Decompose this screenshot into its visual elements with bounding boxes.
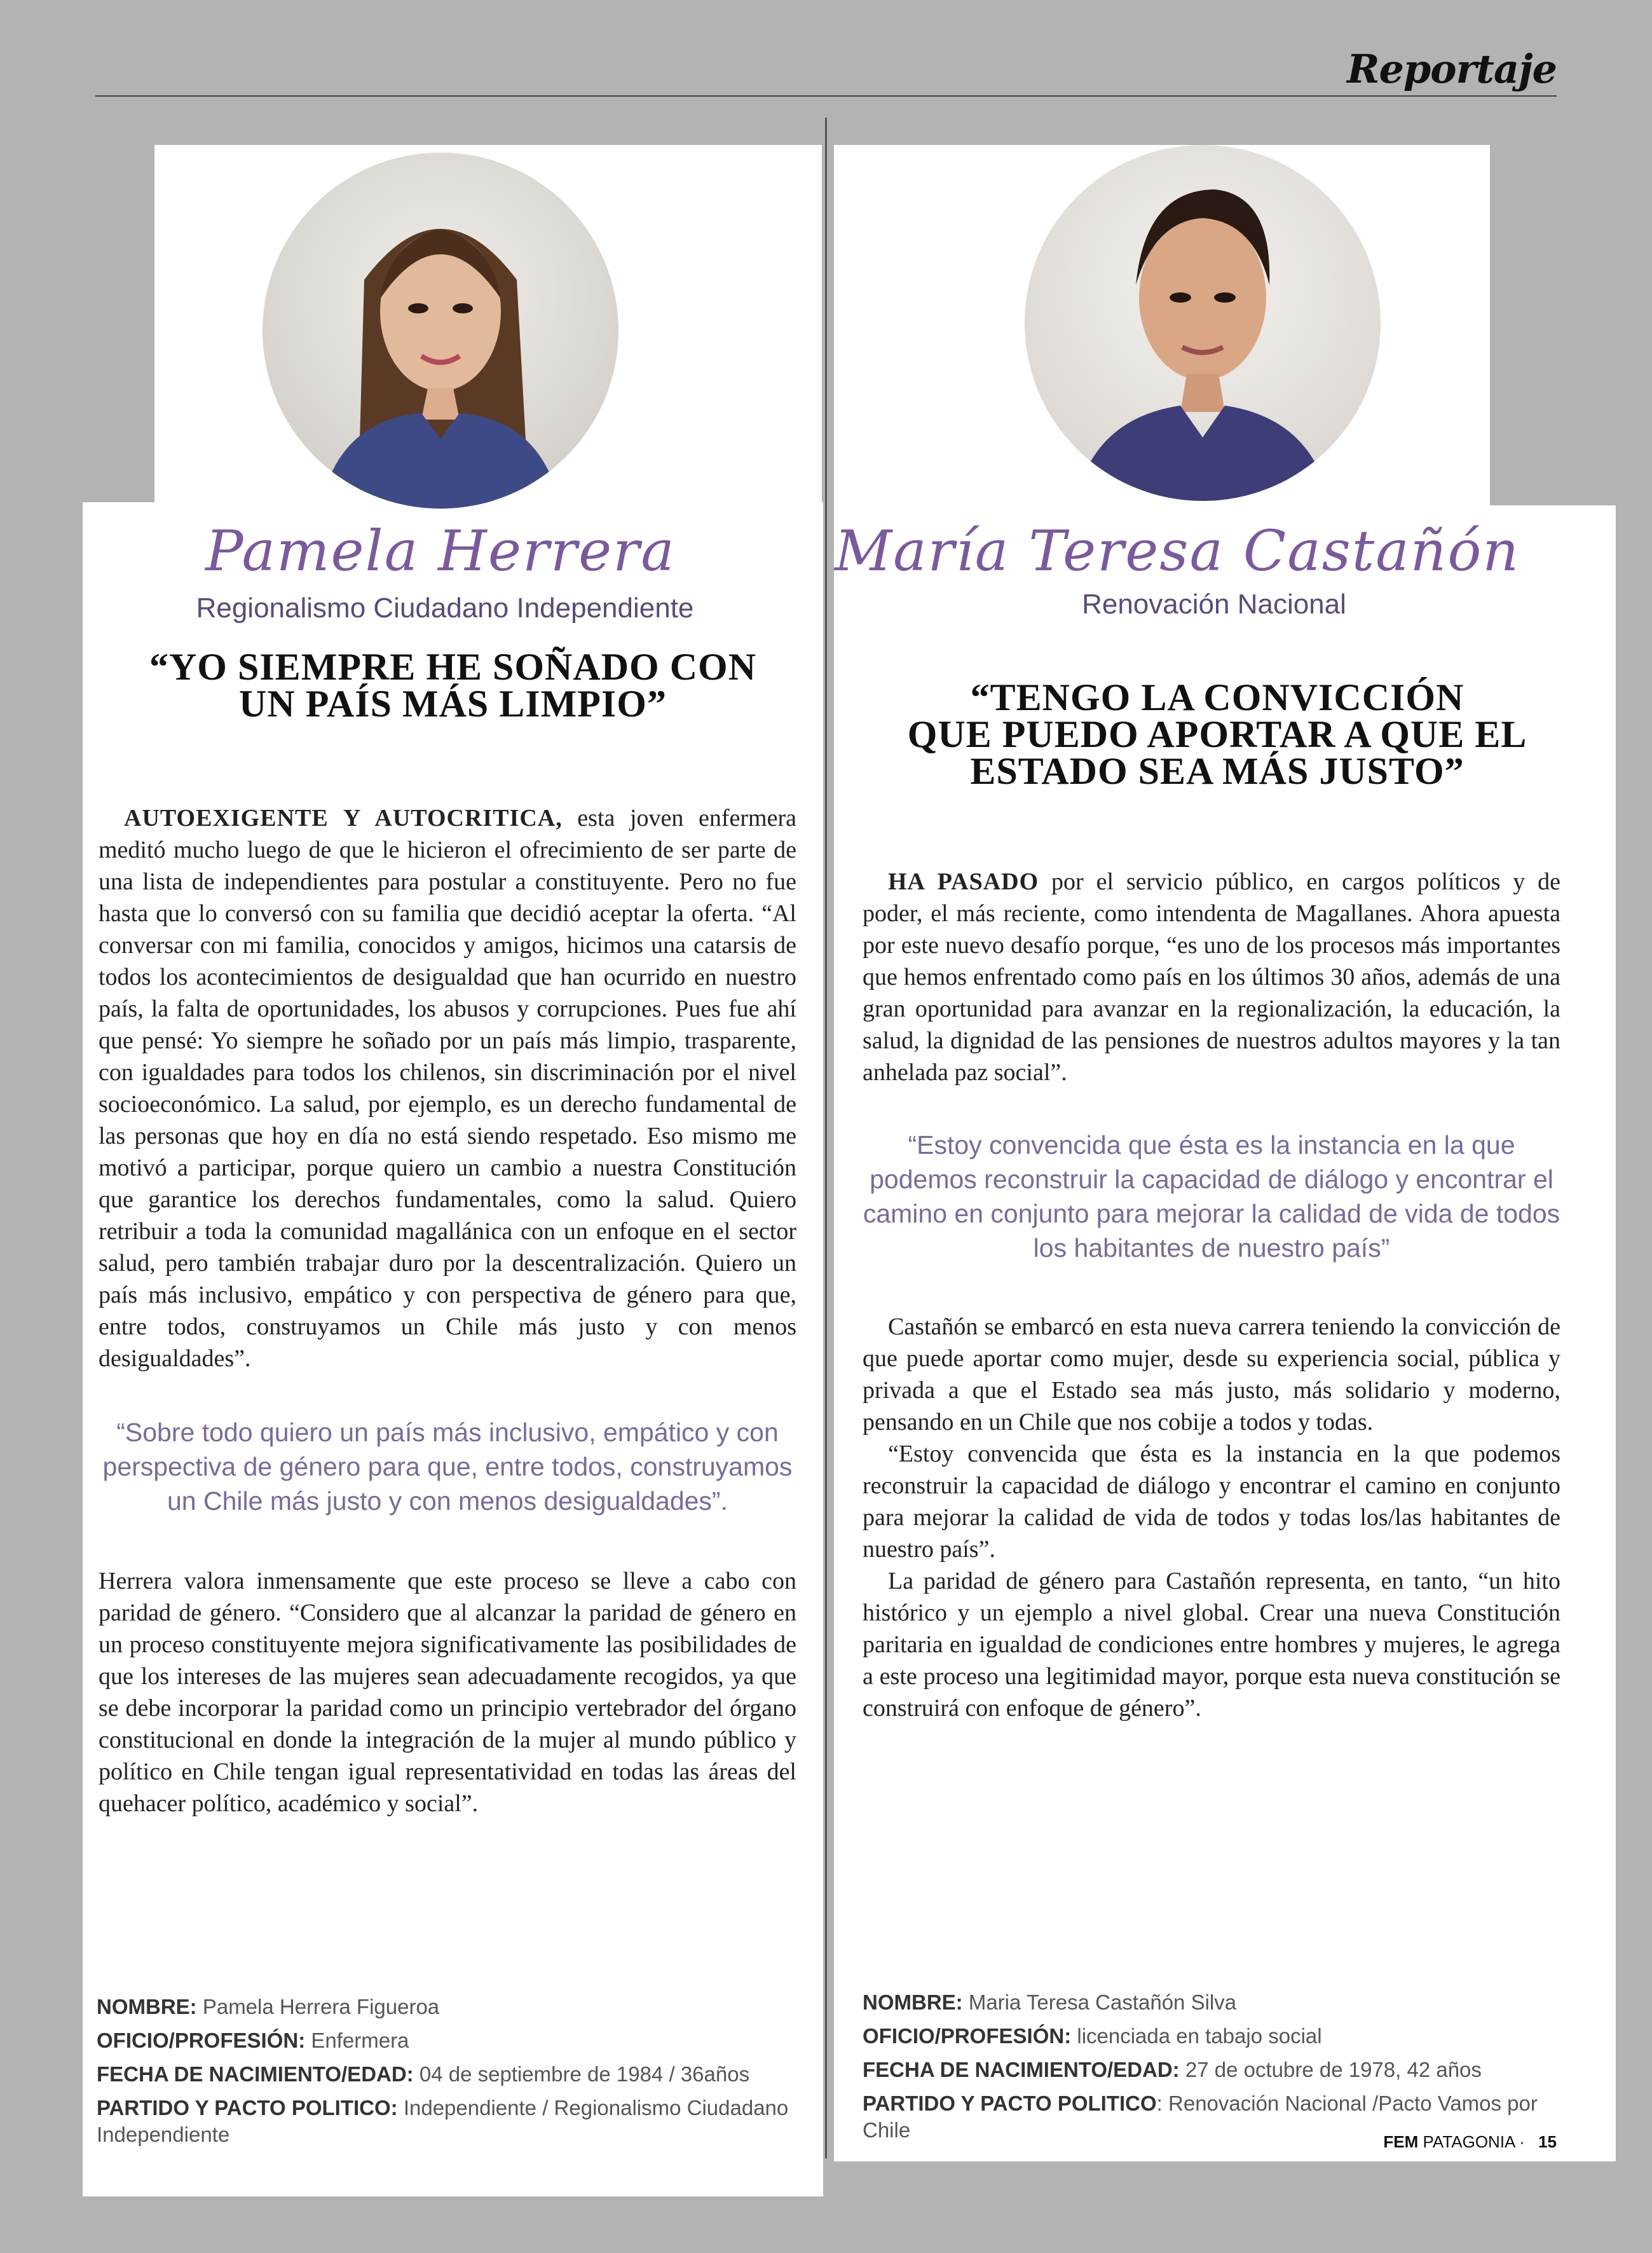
- fact-nombre-left: NOMBRE: Pamela Herrera Figueroa: [97, 1995, 440, 2018]
- paragraph-left-1: esta joven enfermera meditó mucho luego de que le hicieron el ofrecimiento de ser parte de una lista de independientes para postular a constituyente. Pero no fue hasta que lo conversó con su familia que decidió aceptar la oferta. “Al conversar con mi familia, conocidos y amigos, hicimos una catarsis de todos los acontecimientos de desigualdad que han ocurrido en nuestro país, la falta de oportunidades, los abusos y corrupciones. Pues fue ahí que pensé: Yo siempre he soñado por un país más limpio, trasparente, con igualdades para todos los chilenos, sin discriminación por el nivel socioeconómico. La salud, por ejemplo, es un derecho fundamental de las personas que hoy en día no está siendo respetado. Eso mismo me motivó a participar, porque quiero un cambio a nuestra Constitución que garantice los derechos fundamentales, como la salud. Quiero retribuir a toda la comunidad magallánica con un enfoque en el sector salud, pero también trabajar duro por la descentralización. Quiero un país más inclusivo, empático y con perspectiva de género para que, entre todos, construyamos un Chile más justo y con menos desigualdades”.: [99, 805, 796, 1372]
- article-body-right-1: [863, 866, 1560, 1088]
- candidate-party-right: Renovación Nacional: [1082, 589, 1346, 620]
- maria-teresa-castanon-photo: [1025, 145, 1381, 501]
- headline-right: [852, 676, 1583, 792]
- section-title: Reportaje: [1346, 46, 1557, 92]
- paragraph-right-4: La paridad de género para Castañón representa, en tanto, “un hito histórico y un ejemplo a nivel global. Crear una nueva Constitución paritaria en igualdad de condiciones entre hombres y mujeres, le agrega a este proceso una legitimidad mayor, porque esta nueva constitución se construirá con enfoque de género”.: [863, 1568, 1560, 1722]
- fact-fecha-right: FECHA DE NACIMIENTO/EDAD: 27 de octubre de 1978, 42 años: [863, 2058, 1482, 2081]
- fact-box-right: [863, 1985, 1587, 2144]
- paragraph-right-1: por el servicio público, en cargos políticos y de poder, el más reciente, como intendenta de Magallanes. Ahora apuesta por este nuevo desafío porque, “es uno de los procesos más importantes que hemos enfrentado como país en los últimos 30 años, además de una gran oportunidad para avanzar en la regionalización, la educación, la salud, la dignidad de las pensiones de nuestros adultos mayores y la tan anhelada paz social”.: [863, 868, 1560, 1086]
- pull-quote-left: “Sobre todo quiero un país más inclusivo, empático y con perspectiva de género para que, entre todos, construyamos un Chile más justo y con menos desigualdades”.: [102, 1418, 793, 1516]
- fact-oficio-right: OFICIO/PROFESIÓN: licenciada en tabajo social: [863, 2024, 1322, 2048]
- header-rule: [95, 95, 1557, 97]
- column-divider: [825, 118, 827, 2158]
- pamela-herrera-photo: [263, 153, 618, 509]
- headline-right-line-1: “TENGO LA CONVICCIÓN: [970, 676, 1464, 718]
- lead-right: HA PASADO: [888, 868, 1039, 895]
- article-body-left-1: [99, 802, 796, 1374]
- footer-brand-2: PATAGONIA ·: [1418, 2132, 1525, 2151]
- footer-brand: FEM: [1383, 2132, 1419, 2151]
- page-footer: [1383, 2132, 1557, 2152]
- headline-left-line-1: “YO SIEMPRE HE SOÑADO CON: [149, 646, 757, 688]
- candidate-name-right: María Teresa Castañón: [834, 518, 1520, 584]
- fact-box-left: [97, 1990, 815, 2148]
- fact-partido-right: PARTIDO Y PACTO POLITICO: Renovación Nacional /Pacto Vamos por Chile: [863, 2092, 1538, 2142]
- fact-partido-left: PARTIDO Y PACTO POLITICO: Independiente / Regionalismo Ciudadano Independiente: [97, 2096, 789, 2146]
- fact-oficio-left: OFICIO/PROFESIÓN: Enfermera: [97, 2029, 409, 2052]
- page-number: 15: [1538, 2132, 1557, 2151]
- paragraph-right-2: Castañón se embarcó en esta nueva carrera teniendo la convicción de que puede aportar como mujer, desde su experiencia social, pública y privada a que el Estado sea más justo, más solidario y moderno, pensando en un Chile que nos cobije a todos y todas.: [863, 1313, 1560, 1435]
- article-body-right-2: [863, 1311, 1560, 1724]
- candidate-party-left: Regionalismo Ciudadano Independiente: [196, 592, 694, 624]
- headline-left: [95, 646, 810, 725]
- candidate-name-left: Pamela Herrera: [205, 518, 676, 584]
- fact-nombre-right: NOMBRE: Maria Teresa Castañón Silva: [863, 1990, 1237, 2014]
- headline-right-line-3: ESTADO SEA MÁS JUSTO”: [970, 750, 1464, 792]
- paragraph-left-2: Herrera valora inmensamente que este proceso se lleve a cabo con paridad de género. “Considero que al alcanzar la paridad de género en un proceso constituyente mejora significativamente las posibilidades de que los intereses de las mujeres sean adecuadamente recogidos, ya que se debe incorporar la paridad como un principio vertebrador del órgano constitucional en donde la integración de la mujer al mundo público y político en Chile tengan igual representatividad en todas las áreas del quehacer político, académico y social”.: [99, 1568, 796, 1817]
- paragraph-right-3: “Estoy convencida que ésta es la instancia en la que podemos reconstruir la capacidad de diálogo y encontrar el camino en conjunto para mejorar la calidad de vida de todos y todas los/las habitantes de nuestro país”.: [863, 1441, 1560, 1563]
- fact-fecha-left: FECHA DE NACIMIENTO/EDAD: 04 de septiembre de 1984 / 36años: [97, 2062, 750, 2086]
- headline-right-line-2: QUE PUEDO APORTAR A QUE EL: [907, 713, 1527, 755]
- pull-quote-right: “Estoy convencida que ésta es la instancia en la que podemos reconstruir la capacidad de diálogo y encontrar el camino en conjunto para mejorar la calidad de vida de todos los habitantes de nuestro país”: [863, 1130, 1560, 1263]
- lead-left: AUTOEXIGENTE Y AUTOCRITICA,: [124, 805, 563, 832]
- headline-left-line-2: UN PAÍS MÁS LIMPIO”: [239, 683, 667, 725]
- article-body-left-2: [99, 1565, 796, 1819]
